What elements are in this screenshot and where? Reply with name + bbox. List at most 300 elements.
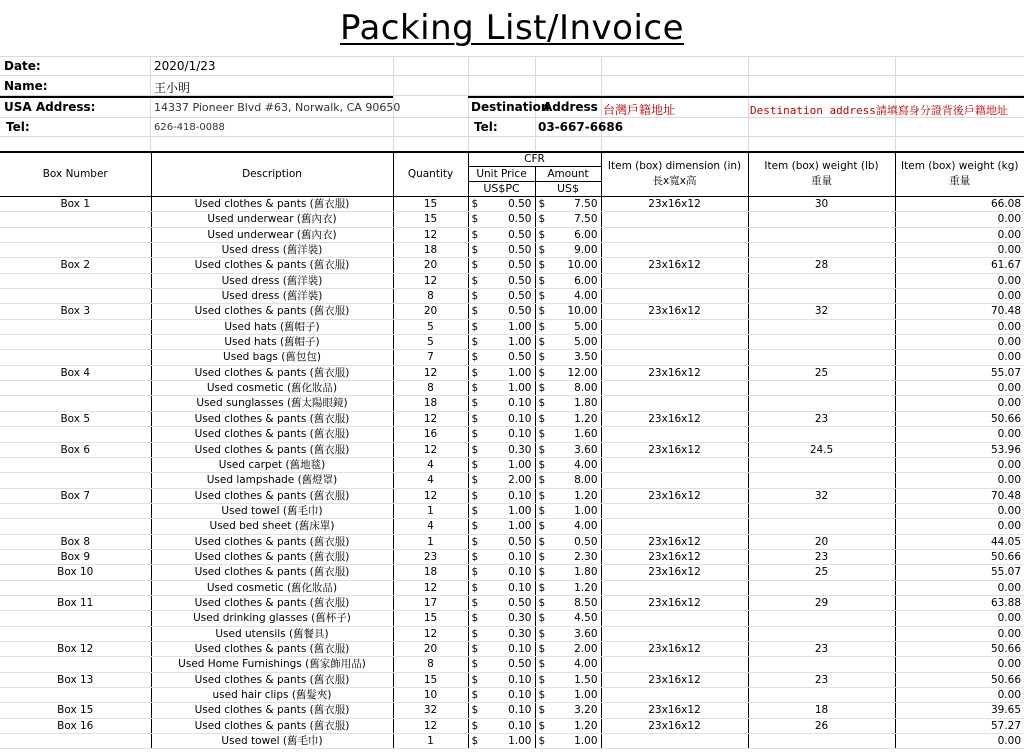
box-number-cell: Box 1 — [0, 197, 151, 212]
currency-symbol: $ — [471, 489, 479, 502]
table-row — [0, 243, 1024, 258]
weight-lb-cell: 30 — [748, 197, 895, 212]
quantity-cell: 18 — [393, 396, 468, 411]
unit-price-value: 1.00 — [508, 458, 532, 471]
weight-kg-cell: 0.00 — [895, 580, 1024, 595]
amount-cell — [535, 304, 601, 319]
unit-price-cell — [468, 227, 535, 242]
amount-cell — [535, 549, 601, 564]
table-row — [0, 718, 1024, 733]
table-row — [0, 595, 1024, 610]
col-header-cfr: CFR — [468, 152, 601, 167]
currency-symbol: $ — [538, 259, 546, 272]
amount-value: 8.00 — [574, 382, 598, 395]
dimension-cell: 23x16x12 — [601, 565, 748, 580]
amount-cell — [535, 626, 601, 641]
dimension-cell: 23x16x12 — [601, 197, 748, 212]
weight-lb-cell — [748, 457, 895, 472]
col-header-box: Box Number — [0, 152, 151, 197]
description-cell: Used dress (舊洋裝) — [151, 289, 393, 304]
quantity-cell: 12 — [393, 365, 468, 380]
description-cell: Used clothes & pants (舊衣服) — [151, 365, 393, 380]
weight-lb-cell — [748, 381, 895, 396]
unit-price-cell — [468, 212, 535, 227]
tel-label: Tel: — [6, 120, 30, 134]
unit-price-cell — [468, 519, 535, 534]
unit-price-cell — [468, 304, 535, 319]
quantity-cell: 15 — [393, 212, 468, 227]
currency-symbol: $ — [471, 412, 479, 425]
quantity-cell: 12 — [393, 273, 468, 288]
amount-value: 1.20 — [574, 412, 598, 425]
weight-kg-cell: 53.96 — [895, 442, 1024, 457]
dimension-cell — [601, 580, 748, 595]
unit-price-value: 1.00 — [508, 336, 532, 349]
col-header-weight-kg — [895, 152, 1024, 197]
currency-symbol: $ — [471, 274, 479, 287]
weight-kg-cell: 0.00 — [895, 626, 1024, 641]
quantity-cell: 16 — [393, 427, 468, 442]
grid-line — [748, 56, 749, 152]
box-number-cell — [0, 227, 151, 242]
currency-symbol: $ — [471, 673, 479, 686]
box-number-cell: Box 5 — [0, 411, 151, 426]
table-row — [0, 411, 1024, 426]
currency-symbol: $ — [471, 474, 479, 487]
amount-cell — [535, 703, 601, 718]
currency-symbol: $ — [538, 566, 546, 579]
amount-cell — [535, 243, 601, 258]
description-cell: Used clothes & pants (舊衣服) — [151, 565, 393, 580]
table-row — [0, 335, 1024, 350]
box-number-cell — [0, 381, 151, 396]
weight-kg-cell: 0.00 — [895, 350, 1024, 365]
weight-lb-cell — [748, 350, 895, 365]
amount-value: 1.80 — [574, 397, 598, 410]
unit-price-value: 0.50 — [508, 535, 532, 548]
quantity-cell: 7 — [393, 350, 468, 365]
dimension-cell — [601, 457, 748, 472]
date-label: Date: — [4, 59, 41, 73]
amount-cell — [535, 580, 601, 595]
quantity-cell: 18 — [393, 565, 468, 580]
amount-value: 1.50 — [574, 673, 598, 686]
weight-lb-cell — [748, 396, 895, 411]
unit-price-value: 0.10 — [508, 642, 532, 655]
description-cell: Used bed sheet (舊床單) — [151, 519, 393, 534]
box-number-cell: Box 10 — [0, 565, 151, 580]
weight-lb-cell — [748, 227, 895, 242]
dimension-cell — [601, 350, 748, 365]
currency-symbol: $ — [538, 642, 546, 655]
unit-price-value: 0.30 — [508, 627, 532, 640]
unit-price-cell — [468, 626, 535, 641]
box-number-cell — [0, 734, 151, 749]
weight-kg-cell: 0.00 — [895, 457, 1024, 472]
unit-price-cell — [468, 442, 535, 457]
currency-symbol: $ — [471, 658, 479, 671]
dimension-cell: 23x16x12 — [601, 411, 748, 426]
usa-address-value: 14337 Pioneer Blvd #63, Norwalk, CA 90650 — [154, 101, 401, 114]
weight-lb-cell — [748, 580, 895, 595]
table-row — [0, 688, 1024, 703]
currency-symbol: $ — [471, 428, 479, 441]
quantity-cell: 20 — [393, 641, 468, 656]
unit-price-value: 0.10 — [508, 689, 532, 701]
destination-label: Destination — [471, 100, 550, 114]
amount-cell — [535, 503, 601, 518]
table-row — [0, 734, 1024, 749]
destination-address-label: Address — [543, 100, 598, 114]
description-cell: Used clothes & pants (舊衣服) — [151, 442, 393, 457]
table-row — [0, 442, 1024, 457]
dimension-cell — [601, 227, 748, 242]
unit-price-cell — [468, 641, 535, 656]
box-number-cell — [0, 212, 151, 227]
dimension-cell: 23x16x12 — [601, 641, 748, 656]
quantity-cell: 12 — [393, 718, 468, 733]
amount-value: 2.00 — [574, 642, 598, 655]
currency-symbol: $ — [538, 351, 546, 364]
table-row — [0, 273, 1024, 288]
unit-price-cell — [468, 258, 535, 273]
unit-price-value: 0.50 — [508, 274, 532, 287]
currency-symbol: $ — [471, 504, 479, 517]
unit-price-value: 1.00 — [508, 366, 532, 379]
weight-kg-cell: 61.67 — [895, 258, 1024, 273]
table-row — [0, 641, 1024, 656]
weight-kg-cell: 0.00 — [895, 319, 1024, 334]
amount-value: 8.50 — [574, 596, 598, 609]
amount-value: 12.00 — [567, 366, 598, 379]
description-cell: Used cosmetic (舊化妝品) — [151, 381, 393, 396]
weight-kg-cell: 44.05 — [895, 534, 1024, 549]
box-number-cell: Box 13 — [0, 672, 151, 687]
weight-kg-cell: 0.00 — [895, 289, 1024, 304]
amount-value: 3.20 — [574, 704, 598, 717]
amount-value: 10.00 — [567, 305, 598, 318]
currency-symbol: $ — [538, 719, 546, 732]
amount-value: 10.00 — [567, 259, 598, 272]
table-row — [0, 427, 1024, 442]
amount-value: 4.00 — [574, 658, 598, 671]
amount-value: 4.00 — [574, 458, 598, 471]
box-number-cell — [0, 657, 151, 672]
amount-value: 5.00 — [574, 320, 598, 333]
weight-lb-cell: 23 — [748, 411, 895, 426]
unit-price-cell — [468, 688, 535, 703]
amount-value: 4.50 — [574, 612, 598, 625]
table-row — [0, 580, 1024, 595]
description-cell: Used clothes & pants (舊衣服) — [151, 488, 393, 503]
weight-lb-cell — [748, 473, 895, 488]
grid-line — [150, 56, 151, 152]
unit-price-value: 0.10 — [508, 566, 532, 579]
weight-lb-cell — [748, 212, 895, 227]
amount-value: 4.00 — [574, 520, 598, 533]
unit-price-cell — [468, 549, 535, 564]
currency-symbol: $ — [538, 366, 546, 379]
amount-value: 1.20 — [574, 489, 598, 502]
box-number-cell — [0, 519, 151, 534]
usa-address-label: USA Address: — [4, 100, 96, 114]
unit-price-cell — [468, 273, 535, 288]
amount-cell — [535, 273, 601, 288]
amount-value: 1.00 — [574, 735, 598, 748]
amount-value: 1.60 — [574, 428, 598, 441]
currency-symbol: $ — [538, 397, 546, 410]
grid-line — [468, 56, 469, 152]
table-row — [0, 657, 1024, 672]
col-header-amount-currency: US$ — [535, 182, 601, 197]
quantity-cell: 12 — [393, 227, 468, 242]
currency-symbol: $ — [471, 719, 479, 732]
weight-kg-cell: 55.07 — [895, 365, 1024, 380]
table-row — [0, 519, 1024, 534]
weight-lb-cell — [748, 657, 895, 672]
table-row — [0, 488, 1024, 503]
currency-symbol: $ — [538, 474, 546, 487]
unit-price-cell — [468, 289, 535, 304]
weight-kg-cell: 63.88 — [895, 595, 1024, 610]
description-cell: Used clothes & pants (舊衣服) — [151, 534, 393, 549]
currency-symbol: $ — [471, 290, 479, 303]
currency-symbol: $ — [471, 213, 479, 226]
box-number-cell — [0, 243, 151, 258]
unit-price-cell — [468, 197, 535, 212]
amount-cell — [535, 411, 601, 426]
unit-price-value: 0.10 — [508, 673, 532, 686]
page-title — [0, 0, 1024, 56]
currency-symbol: $ — [538, 228, 546, 241]
unit-price-value: 0.10 — [508, 428, 532, 441]
unit-price-cell — [468, 534, 535, 549]
weight-kg-title: Item (box) weight (kg) — [901, 160, 1019, 172]
amount-cell — [535, 350, 601, 365]
box-number-cell — [0, 626, 151, 641]
amount-value: 1.20 — [574, 719, 598, 732]
box-number-cell — [0, 503, 151, 518]
currency-symbol: $ — [538, 673, 546, 686]
box-number-cell: Box 2 — [0, 258, 151, 273]
unit-price-cell — [468, 611, 535, 626]
weight-lb-cell: 18 — [748, 703, 895, 718]
box-number-cell — [0, 396, 151, 411]
unit-price-cell — [468, 365, 535, 380]
currency-symbol: $ — [471, 704, 479, 717]
unit-price-value: 0.50 — [508, 351, 532, 364]
table-row — [0, 381, 1024, 396]
amount-value: 1.20 — [574, 581, 598, 594]
amount-cell — [535, 381, 601, 396]
amount-cell — [535, 565, 601, 580]
weight-kg-cell: 50.66 — [895, 641, 1024, 656]
weight-lb-cell: 24.5 — [748, 442, 895, 457]
weight-lb-cell — [748, 688, 895, 703]
weight-kg-cell: 50.66 — [895, 411, 1024, 426]
dimension-cell — [601, 734, 748, 749]
weight-lb-cell: 23 — [748, 549, 895, 564]
amount-value: 6.00 — [574, 274, 598, 287]
box-number-cell — [0, 457, 151, 472]
quantity-cell: 15 — [393, 672, 468, 687]
amount-value: 3.60 — [574, 627, 598, 640]
amount-value: 3.60 — [574, 443, 598, 456]
description-cell: Used lampshade (舊燈罩) — [151, 473, 393, 488]
weight-lb-cell — [748, 611, 895, 626]
currency-symbol: $ — [538, 535, 546, 548]
currency-symbol: $ — [471, 520, 479, 533]
quantity-cell: 8 — [393, 657, 468, 672]
quantity-cell: 12 — [393, 580, 468, 595]
quantity-cell: 20 — [393, 304, 468, 319]
currency-symbol: $ — [538, 336, 546, 349]
unit-price-cell — [468, 427, 535, 442]
description-cell: Used carpet (舊地毯) — [151, 457, 393, 472]
table-row — [0, 565, 1024, 580]
box-number-cell: Box 15 — [0, 703, 151, 718]
weight-lb-title: Item (box) weight (lb) — [764, 160, 879, 172]
amount-cell — [535, 657, 601, 672]
col-header-weight-lb — [748, 152, 895, 197]
box-number-cell: Box 8 — [0, 534, 151, 549]
weight-lb-cell: 29 — [748, 595, 895, 610]
description-cell: Used sunglasses (舊太陽眼鏡) — [151, 396, 393, 411]
grid-line — [0, 75, 1024, 76]
weight-lb-cell — [748, 289, 895, 304]
amount-value: 1.80 — [574, 566, 598, 579]
weight-kg-cell: 50.66 — [895, 672, 1024, 687]
weight-lb-cell — [748, 427, 895, 442]
description-cell: Used Home Furnishings (舊家飾用品) — [151, 657, 393, 672]
weight-kg-cell: 0.00 — [895, 427, 1024, 442]
weight-kg-cell: 0.00 — [895, 212, 1024, 227]
currency-symbol: $ — [471, 535, 479, 548]
unit-price-value: 0.10 — [508, 719, 532, 732]
description-cell: Used clothes & pants (舊衣服) — [151, 427, 393, 442]
currency-symbol: $ — [471, 336, 479, 349]
amount-cell — [535, 519, 601, 534]
amount-value: 3.50 — [574, 351, 598, 364]
quantity-cell: 4 — [393, 457, 468, 472]
currency-symbol: $ — [471, 735, 479, 748]
weight-lb-cell: 32 — [748, 304, 895, 319]
quantity-cell: 18 — [393, 243, 468, 258]
grid-line — [0, 56, 1024, 57]
weight-kg-cell: 50.66 — [895, 549, 1024, 564]
name-value: 王小明 — [154, 81, 191, 95]
border-line — [0, 96, 393, 98]
amount-cell — [535, 611, 601, 626]
amount-cell — [535, 212, 601, 227]
box-number-cell — [0, 688, 151, 703]
currency-symbol: $ — [538, 290, 546, 303]
unit-price-value: 0.50 — [508, 213, 532, 226]
dimension-cell: 23x16x12 — [601, 365, 748, 380]
col-header-unit-currency: US$PC — [468, 182, 535, 197]
currency-symbol: $ — [471, 642, 479, 655]
currency-symbol: $ — [471, 228, 479, 241]
dimension-cell: 23x16x12 — [601, 595, 748, 610]
amount-value: 1.00 — [574, 504, 598, 517]
amount-cell — [535, 396, 601, 411]
grid-line — [601, 56, 602, 152]
quantity-cell: 17 — [393, 595, 468, 610]
description-cell: Used dress (舊洋裝) — [151, 243, 393, 258]
unit-price-cell — [468, 319, 535, 334]
dimension-cell — [601, 688, 748, 703]
unit-price-cell — [468, 335, 535, 350]
unit-price-value: 0.50 — [508, 305, 532, 318]
unit-price-value: 0.10 — [508, 581, 532, 594]
description-cell: Used clothes & pants (舊衣服) — [151, 641, 393, 656]
dimension-cell — [601, 396, 748, 411]
description-cell: Used towel (舊毛巾) — [151, 734, 393, 749]
box-number-cell — [0, 580, 151, 595]
amount-cell — [535, 688, 601, 703]
table-row — [0, 212, 1024, 227]
currency-symbol: $ — [538, 504, 546, 517]
unit-price-cell — [468, 243, 535, 258]
currency-symbol: $ — [538, 412, 546, 425]
unit-price-cell — [468, 396, 535, 411]
table-row — [0, 258, 1024, 273]
currency-symbol: $ — [538, 581, 546, 594]
amount-cell — [535, 734, 601, 749]
weight-lb-cell — [748, 335, 895, 350]
description-cell: Used clothes & pants (舊衣服) — [151, 411, 393, 426]
unit-price-value: 0.10 — [508, 704, 532, 717]
weight-lb-subtitle: 重量 — [811, 175, 833, 187]
table-row — [0, 611, 1024, 626]
weight-lb-cell — [748, 519, 895, 534]
destination-tel-label: Tel: — [474, 120, 498, 134]
description-cell: Used clothes & pants (舊衣服) — [151, 672, 393, 687]
unit-price-value: 0.50 — [508, 198, 532, 210]
amount-cell — [535, 427, 601, 442]
table-row — [0, 350, 1024, 365]
quantity-cell: 12 — [393, 411, 468, 426]
border-line — [468, 96, 1024, 98]
currency-symbol: $ — [471, 397, 479, 410]
box-number-cell: Box 3 — [0, 304, 151, 319]
box-number-cell — [0, 319, 151, 334]
unit-price-cell — [468, 703, 535, 718]
weight-kg-cell: 55.07 — [895, 565, 1024, 580]
amount-value: 5.00 — [574, 336, 598, 349]
currency-symbol: $ — [471, 244, 479, 257]
dimension-cell — [601, 381, 748, 396]
table-header-row — [0, 152, 1024, 167]
destination-address-note: Destination address請填寫身分證背後戶籍地址 — [750, 104, 1008, 117]
weight-lb-cell — [748, 734, 895, 749]
dimension-cell: 23x16x12 — [601, 672, 748, 687]
quantity-cell: 1 — [393, 534, 468, 549]
currency-symbol: $ — [538, 735, 546, 748]
quantity-cell: 32 — [393, 703, 468, 718]
weight-kg-cell: 57.27 — [895, 718, 1024, 733]
amount-value: 6.00 — [574, 228, 598, 241]
amount-value: 7.50 — [574, 198, 598, 210]
box-number-cell — [0, 335, 151, 350]
currency-symbol: $ — [471, 443, 479, 456]
weight-lb-cell — [748, 319, 895, 334]
box-number-cell — [0, 473, 151, 488]
currency-symbol: $ — [538, 612, 546, 625]
currency-symbol: $ — [538, 213, 546, 226]
weight-lb-cell: 23 — [748, 672, 895, 687]
dimension-cell — [601, 273, 748, 288]
